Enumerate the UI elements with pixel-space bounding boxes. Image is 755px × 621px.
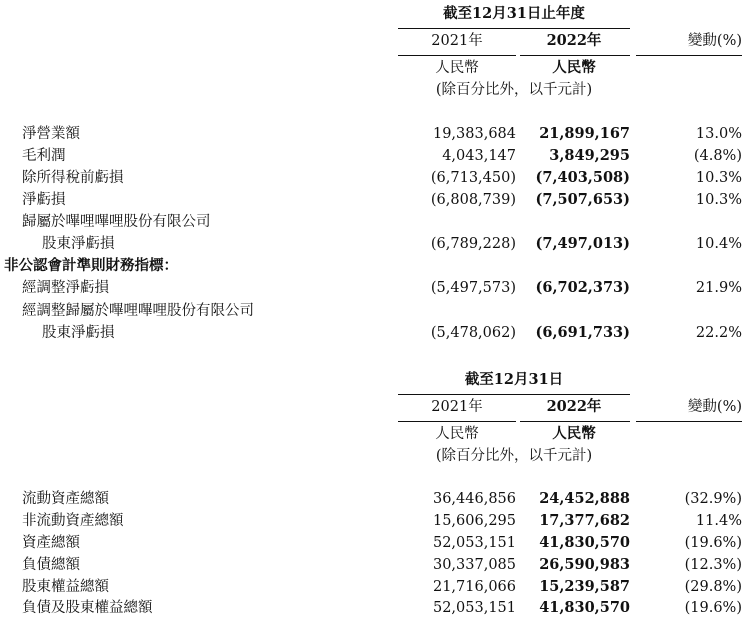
row-label-continued: 股東淨虧損: [42, 236, 115, 252]
year-2021-header: 2021年: [431, 33, 483, 49]
change-value: 22.2%: [695, 325, 742, 341]
currency-2022: 人民幣: [552, 425, 596, 442]
value-2021: 19,383,684: [432, 126, 516, 142]
row-label-continued: 股東淨虧損: [42, 325, 115, 341]
row-label: 負債總額: [22, 557, 80, 573]
year-rule-2022: [520, 421, 630, 422]
period-header: 截至12月31日止年度: [443, 5, 585, 22]
period-header: 截至12月31日: [464, 371, 564, 388]
row-label: 流動資產總額: [22, 491, 109, 507]
year-rule-2021: [398, 421, 516, 422]
value-2022: 41,830,570: [539, 599, 630, 616]
value-2022: 21,899,167: [539, 125, 630, 142]
row-label: 經調整淨虧損: [22, 280, 109, 296]
change-value: (12.3%): [684, 557, 742, 573]
unit-note: (除百分比外，以千元計): [435, 448, 593, 464]
value-2022: 15,239,587: [539, 578, 630, 595]
value-2022: 3,849,295: [549, 147, 630, 164]
change-rule: [636, 55, 742, 56]
year-rule-2022: [520, 55, 630, 56]
value-2022: 17,377,682: [539, 512, 630, 529]
value-2021: (6,789,228): [430, 236, 516, 252]
value-2021: 4,043,147: [442, 148, 516, 164]
change-value: (29.8%): [684, 579, 742, 595]
row-label: 股東權益總額: [22, 579, 109, 595]
unit-note: (除百分比外，以千元計): [435, 82, 593, 98]
value-2021: 21,716,066: [432, 579, 516, 595]
header-rule: [398, 28, 630, 29]
row-label: 毛利潤: [22, 148, 66, 164]
value-2021: (6,713,450): [430, 170, 516, 186]
value-2022: (7,403,508): [535, 169, 630, 186]
year-2022-header: 2022年: [546, 32, 602, 49]
change-value: 11.4%: [695, 513, 742, 529]
change-header: 變動(%): [687, 33, 742, 49]
non-gaap-title: 非公認會計準則財務指標：: [4, 257, 178, 274]
value-2022: (7,507,653): [535, 191, 630, 208]
change-value: 10.4%: [695, 236, 742, 252]
row-label: 除所得稅前虧損: [22, 170, 124, 186]
value-2021: 30,337,085: [432, 557, 516, 573]
value-2021: 52,053,151: [432, 600, 516, 616]
row-label: 淨營業額: [22, 126, 80, 142]
row-label: 歸屬於嗶哩嗶哩股份有限公司: [22, 214, 211, 230]
change-value: 21.9%: [695, 280, 742, 296]
value-2021: 36,446,856: [432, 491, 516, 507]
value-2022: (6,702,373): [535, 279, 630, 296]
value-2022: 41,830,570: [539, 534, 630, 551]
value-2021: 15,606,295: [432, 513, 516, 529]
change-value: 10.3%: [695, 170, 742, 186]
value-2022: (6,691,733): [535, 324, 630, 341]
row-label: 經調整歸屬於嗶哩嗶哩股份有限公司: [22, 303, 254, 319]
value-2021: (5,497,573): [430, 280, 516, 296]
change-value: (32.9%): [684, 491, 742, 507]
value-2022: 26,590,983: [539, 556, 630, 573]
change-value: (19.6%): [684, 535, 742, 551]
year-2022-header: 2022年: [546, 398, 602, 415]
change-header: 變動(%): [687, 399, 742, 415]
value-2021: 52,053,151: [432, 535, 516, 551]
row-label: 淨虧損: [22, 192, 66, 208]
change-value: 13.0%: [695, 126, 742, 142]
row-label: 資產總額: [22, 535, 80, 551]
value-2021: (5,478,062): [430, 325, 516, 341]
row-label: 負債及股東權益總額: [22, 600, 153, 616]
change-rule: [636, 421, 742, 422]
currency-2021: 人民幣: [435, 60, 479, 76]
change-value: (19.6%): [684, 600, 742, 616]
change-value: (4.8%): [693, 148, 742, 164]
currency-2022: 人民幣: [552, 59, 596, 76]
value-2022: (7,497,013): [535, 235, 630, 252]
change-value: 10.3%: [695, 192, 742, 208]
header-rule: [398, 394, 630, 395]
value-2021: (6,808,739): [430, 192, 516, 208]
value-2022: 24,452,888: [539, 490, 630, 507]
row-label: 非流動資產總額: [22, 513, 124, 529]
currency-2021: 人民幣: [435, 426, 479, 442]
year-2021-header: 2021年: [431, 399, 483, 415]
year-rule-2021: [398, 55, 516, 56]
